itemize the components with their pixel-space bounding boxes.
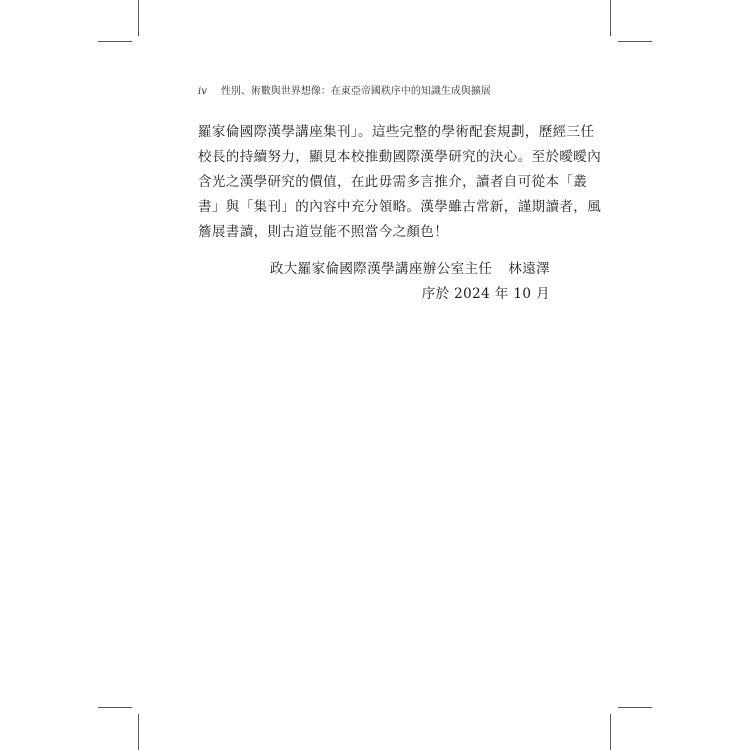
- text-line: 校長的持續努力，顯見本校推動國際漢學研究的決心。至於曖曖內: [198, 149, 602, 165]
- text-line: 含光之漢學研究的價值，在此毋需多言推介，讀者自可從本「叢: [198, 174, 588, 190]
- crop-mark: [618, 41, 652, 42]
- text-line: 書」與「集刊」的內容中充分領略。漢學雖古常新，謹期讀者，風: [198, 199, 602, 215]
- signature-block: [270, 257, 550, 307]
- crop-mark: [138, 0, 139, 36]
- signature-name: 林遠澤: [508, 261, 550, 277]
- text-line: 簷展書讀，則古道豈能不照當今之顏色！: [198, 224, 449, 240]
- crop-mark: [610, 714, 611, 750]
- text-line: 羅家倫國際漢學講座集刊」。這些完整的學術配套規劃，歷經三任: [198, 124, 595, 140]
- signature-line: [270, 257, 550, 282]
- page-number: iv: [198, 86, 207, 97]
- crop-mark: [610, 0, 611, 36]
- crop-mark: [618, 707, 652, 708]
- body-paragraph: [198, 120, 602, 245]
- crop-mark: [98, 707, 132, 708]
- running-header: [198, 82, 491, 97]
- crop-mark: [138, 714, 139, 750]
- signature-office: 政大羅家倫國際漢學講座辦公室主任: [269, 261, 493, 277]
- crop-mark: [98, 41, 132, 42]
- signature-date: 序於 2024 年 10 月: [421, 286, 550, 302]
- book-title: 性別、術數與世界想像：在東亞帝國秩序中的知識生成與擴展: [220, 86, 491, 97]
